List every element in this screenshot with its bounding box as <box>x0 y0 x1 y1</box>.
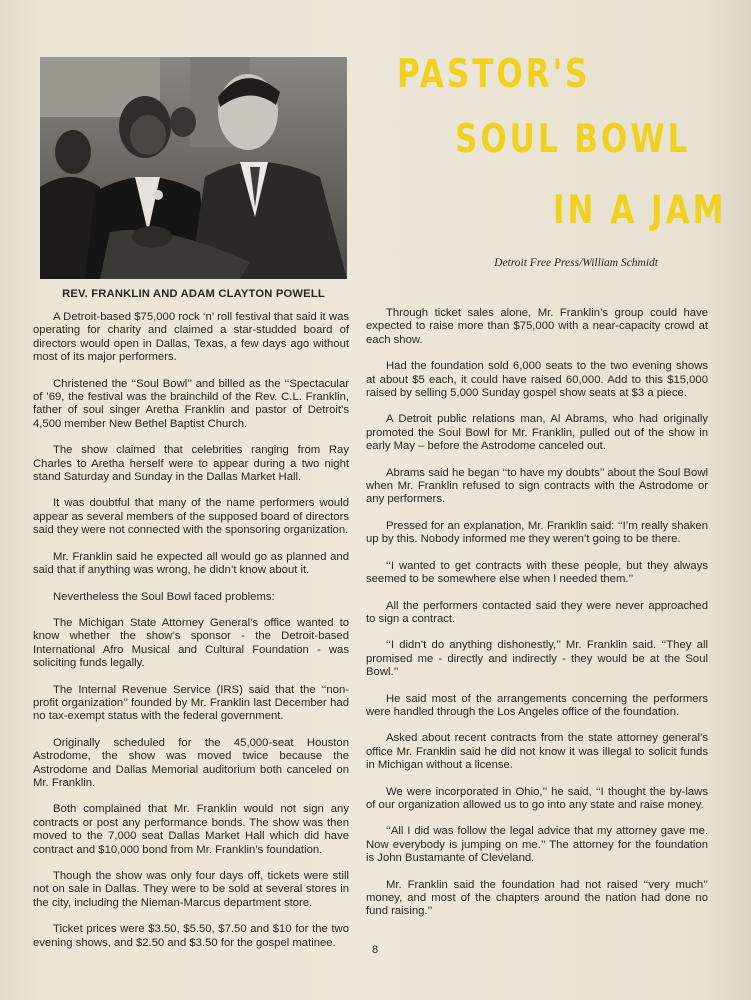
paragraph: Ticket prices were $3.50, $5.50, $7.50 and $10 for the two evening shows, and $2.50 and $3.50 for the gospel matinee. <box>33 923 349 949</box>
paragraph: ‘‘I didn’t do anything dishonestly,’’ Mr. Franklin said. ‘‘They all promised me - directly and indirectly - they would be at the Soul Bowl.’’ <box>366 639 708 679</box>
photo-caption: REV. FRANKLIN AND ADAM CLAYTON POWELL <box>62 288 325 300</box>
paragraph: Had the foundation sold 6,000 seats to the two evening shows at about $5 each, it could have raised 60,000. Add to this $15,000 raised by selling 5,000 Sunday gospel show seats at $3 a piece. <box>366 360 708 400</box>
paragraph: Pressed for an explanation, Mr. Franklin said: ‘‘I’m really shaken up by this. Nobody informed me they weren’t going to be there. <box>366 519 708 546</box>
paragraph: A Detroit-based $75,000 rock ‘n’ roll festival that said it was operating for charity and claimed a star-studded board of directors would open in Dallas, Texas, a few days ago without most of its major performers. <box>33 311 349 364</box>
paragraph: Asked about recent contracts from the state attorney general’s office Mr. Franklin said he did not know it was illegal to solicit funds in Michigan without a license. <box>366 732 708 772</box>
page-number: 8 <box>371 944 379 956</box>
article-photo <box>40 57 347 279</box>
paragraph: Through ticket sales alone, Mr. Franklin’s group could have expected to raise more than $75,000 with a near-capacity crowd at each show. <box>366 307 708 346</box>
paragraph: Abrams said he began ‘‘to have my doubts’’ about the Soul Bowl when Mr. Franklin refused to sign contracts with the Astrodome or any performers. <box>366 466 708 506</box>
title-line-2: SOUL BOWL <box>455 117 691 162</box>
paragraph: He said most of the arrangements concerning the performers were handled through the Los Angeles office of the foundation. <box>366 692 708 718</box>
byline-credit: Detroit Free Press/William Schmidt <box>494 257 658 269</box>
paragraph: Both complained that Mr. Franklin would not sign any contracts or post any performance bonds. The show was then moved to the 7,000 seat Dallas Market Hall which did have contract and $10,000 bond from Mr. Franklin’s foundation. <box>33 803 349 856</box>
paragraph: The Internal Revenue Service (IRS) said that the ‘‘non-profit organization’’ founded by Mr. Franklin last December had no tax-exempt status with the federal government. <box>33 683 349 723</box>
title-line-1: PASTOR'S <box>397 52 591 97</box>
paragraph: Mr. Franklin said the foundation had not raised ‘‘very much’’ money, and most of the chapters around the nation had done no fund raising.’’ <box>366 878 708 918</box>
paragraph: ‘‘I wanted to get contracts with these people, but they always seemed to be somewhere else when I needed them.’’ <box>366 559 708 586</box>
paragraph: We were incorporated in Ohio,’’ he said, ‘‘I thought the by-laws of our organization allowed us to go into any state and raise money. <box>366 785 708 811</box>
paragraph: The Michigan State Attorney General’s office wanted to know whether the show’s sponsor - the Detroit-based International Afro Musical and Cultural Foundation - was soliciting funds legally. <box>33 616 349 670</box>
paragraph: Christened the ‘‘Soul Bowl’’ and billed as the ‘‘Spectacular of ’69, the festival was the brainchild of the Rev. C.L. Franklin, father of soul singer Aretha Franklin and pastor of Detroit’s 4,500 member New Bethel Baptist Church. <box>33 377 349 430</box>
paragraph: All the performers contacted said they were never approached to sign a contract. <box>366 599 708 625</box>
paragraph: Originally scheduled for the 45,000-seat Houston Astrodome, the show was moved twice because the Astrodome and Dallas Memorial auditorium both canceled on Mr. Franklin. <box>33 736 349 789</box>
paragraph: Though the show was only four days off, tickets were still not on sale in Dallas. They were to be sold at several stores in the city, including the Nieman-Marcus department store. <box>33 870 349 909</box>
paragraph: The show claimed that celebrities ranging from Ray Charles to Aretha herself were to appear during a two night stand Saturday and Sunday in the Dallas Market Hall. <box>33 444 349 484</box>
paragraph: A Detroit public relations man, Al Abrams, who had originally promoted the Soul Bowl for Mr. Franklin, pulled out of the show in early May – before the Astrodome canceled out. <box>366 413 708 453</box>
paragraph: Nevertheless the Soul Bowl faced problems: <box>53 590 275 603</box>
right-column <box>366 307 708 932</box>
title-line-3: IN A JAM <box>553 188 727 233</box>
paragraph: It was doubtful that many of the name performers would appear as several members of the supposed board of directors said they were not connected with the sponsoring organization. <box>33 497 349 537</box>
left-column <box>33 311 349 963</box>
paragraph: ‘‘All I did was follow the legal advice that my attorney gave me. Now everybody is jumping on me.’’ The attorney for the foundation is John Bustamante of Cleveland. <box>366 825 708 865</box>
paragraph: Mr. Franklin said he expected all would go as planned and said that if anything was wrong, he didn’t know about it. <box>33 550 349 577</box>
